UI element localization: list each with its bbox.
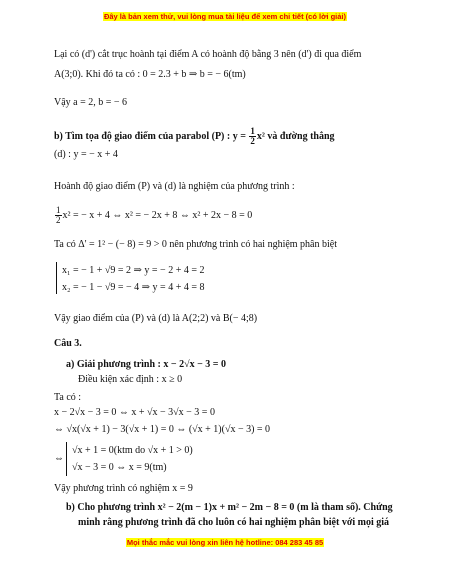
fraction-half-2: $\frac{1}{2}$ (56, 205, 61, 225)
line-1: Lại có (d') cắt trục hoành tại điểm A có hoành độ bằng 3 nên (d') đi qua điểm (54, 49, 362, 60)
line-d-equation: (d) : y = − x + 4 (54, 149, 118, 160)
line-17: ⇔ √x(√x + 1) − 3(√x + 1) = 0 ⇔ (√x + 1)(√x − 3) = 0 (54, 424, 271, 435)
question-3-title: Câu 3. (54, 338, 82, 349)
line-9: x₁ = − 1 + √9 = 2 ⇒ y = − 2 + 4 = 2 (62, 265, 205, 276)
preview-banner: Đây là bản xem thử, vui lòng mua tài liệu để xem chi tiết (có lời giải) (103, 12, 347, 21)
line-10: x₂ = − 1 − √9 = − 4 ⇒ y = 4 + 4 = 8 (62, 282, 205, 293)
line-11: Vậy giao điểm của (P) và (d) là A(2;2) và B(− 4;8) (54, 313, 258, 324)
fraction-half: $\frac{1}{2}$ (250, 126, 255, 146)
line-8: Ta có Δ' = 1² − (− 8) = 9 > 0 nên phương trình có hai nghiệm phân biệt (54, 239, 337, 250)
line-7: $\frac{1}{2}$ x² = − x + 4 ⇔ x² = − 2x + 8 ⇔ x² + 2x − 8 = 0 (56, 205, 253, 225)
part-b-question: b) Cho phương trình x² − 2(m − 1)x + m² − 2m − 8 = 0 (m là tham số). Chứng (66, 502, 393, 513)
system-brace (56, 262, 57, 294)
equiv-symbol: ⇔ (54, 453, 64, 464)
part-b-heading: b) Tìm tọa độ giao điểm của parabol (P) : y = $\frac{1}{2}$ x² và đường thẳng (54, 126, 335, 146)
hotline-banner: Mọi thắc mắc vui lòng xin liên hệ hotline: 084 283 45 85 (126, 538, 324, 547)
part-a-heading: a) Giải phương trình : x − 2√x − 3 = 0 (66, 359, 226, 370)
line-16: x − 2√x − 3 = 0 ⇔ x + √x − 3√x − 3 = 0 (54, 407, 215, 418)
line-18: √x + 1 = 0(ktm do √x + 1 > 0) (72, 445, 193, 456)
line-20: Vậy phương trình có nghiệm x = 9 (54, 483, 193, 494)
line-6: Hoành độ giao điểm (P) và (d) là nghiệm của phương trình : (54, 181, 295, 192)
line-2: A(3;0). Khi đó ta có : 0 = 2.3 + b ⇒ b = − 6(tm) (54, 69, 246, 80)
line-14: Điều kiện xác định : x ≥ 0 (78, 374, 183, 385)
part-b-question-cont: minh rằng phương trình đã cho luôn có hai nghiệm phân biệt với mọi giá (78, 517, 390, 528)
line-3: Vậy a = 2, b = − 6 (54, 97, 128, 108)
case-brace (66, 442, 67, 476)
line-19: √x − 3 = 0 ⇔ x = 9(tm) (72, 462, 167, 473)
line-15: Ta có : (54, 392, 82, 403)
